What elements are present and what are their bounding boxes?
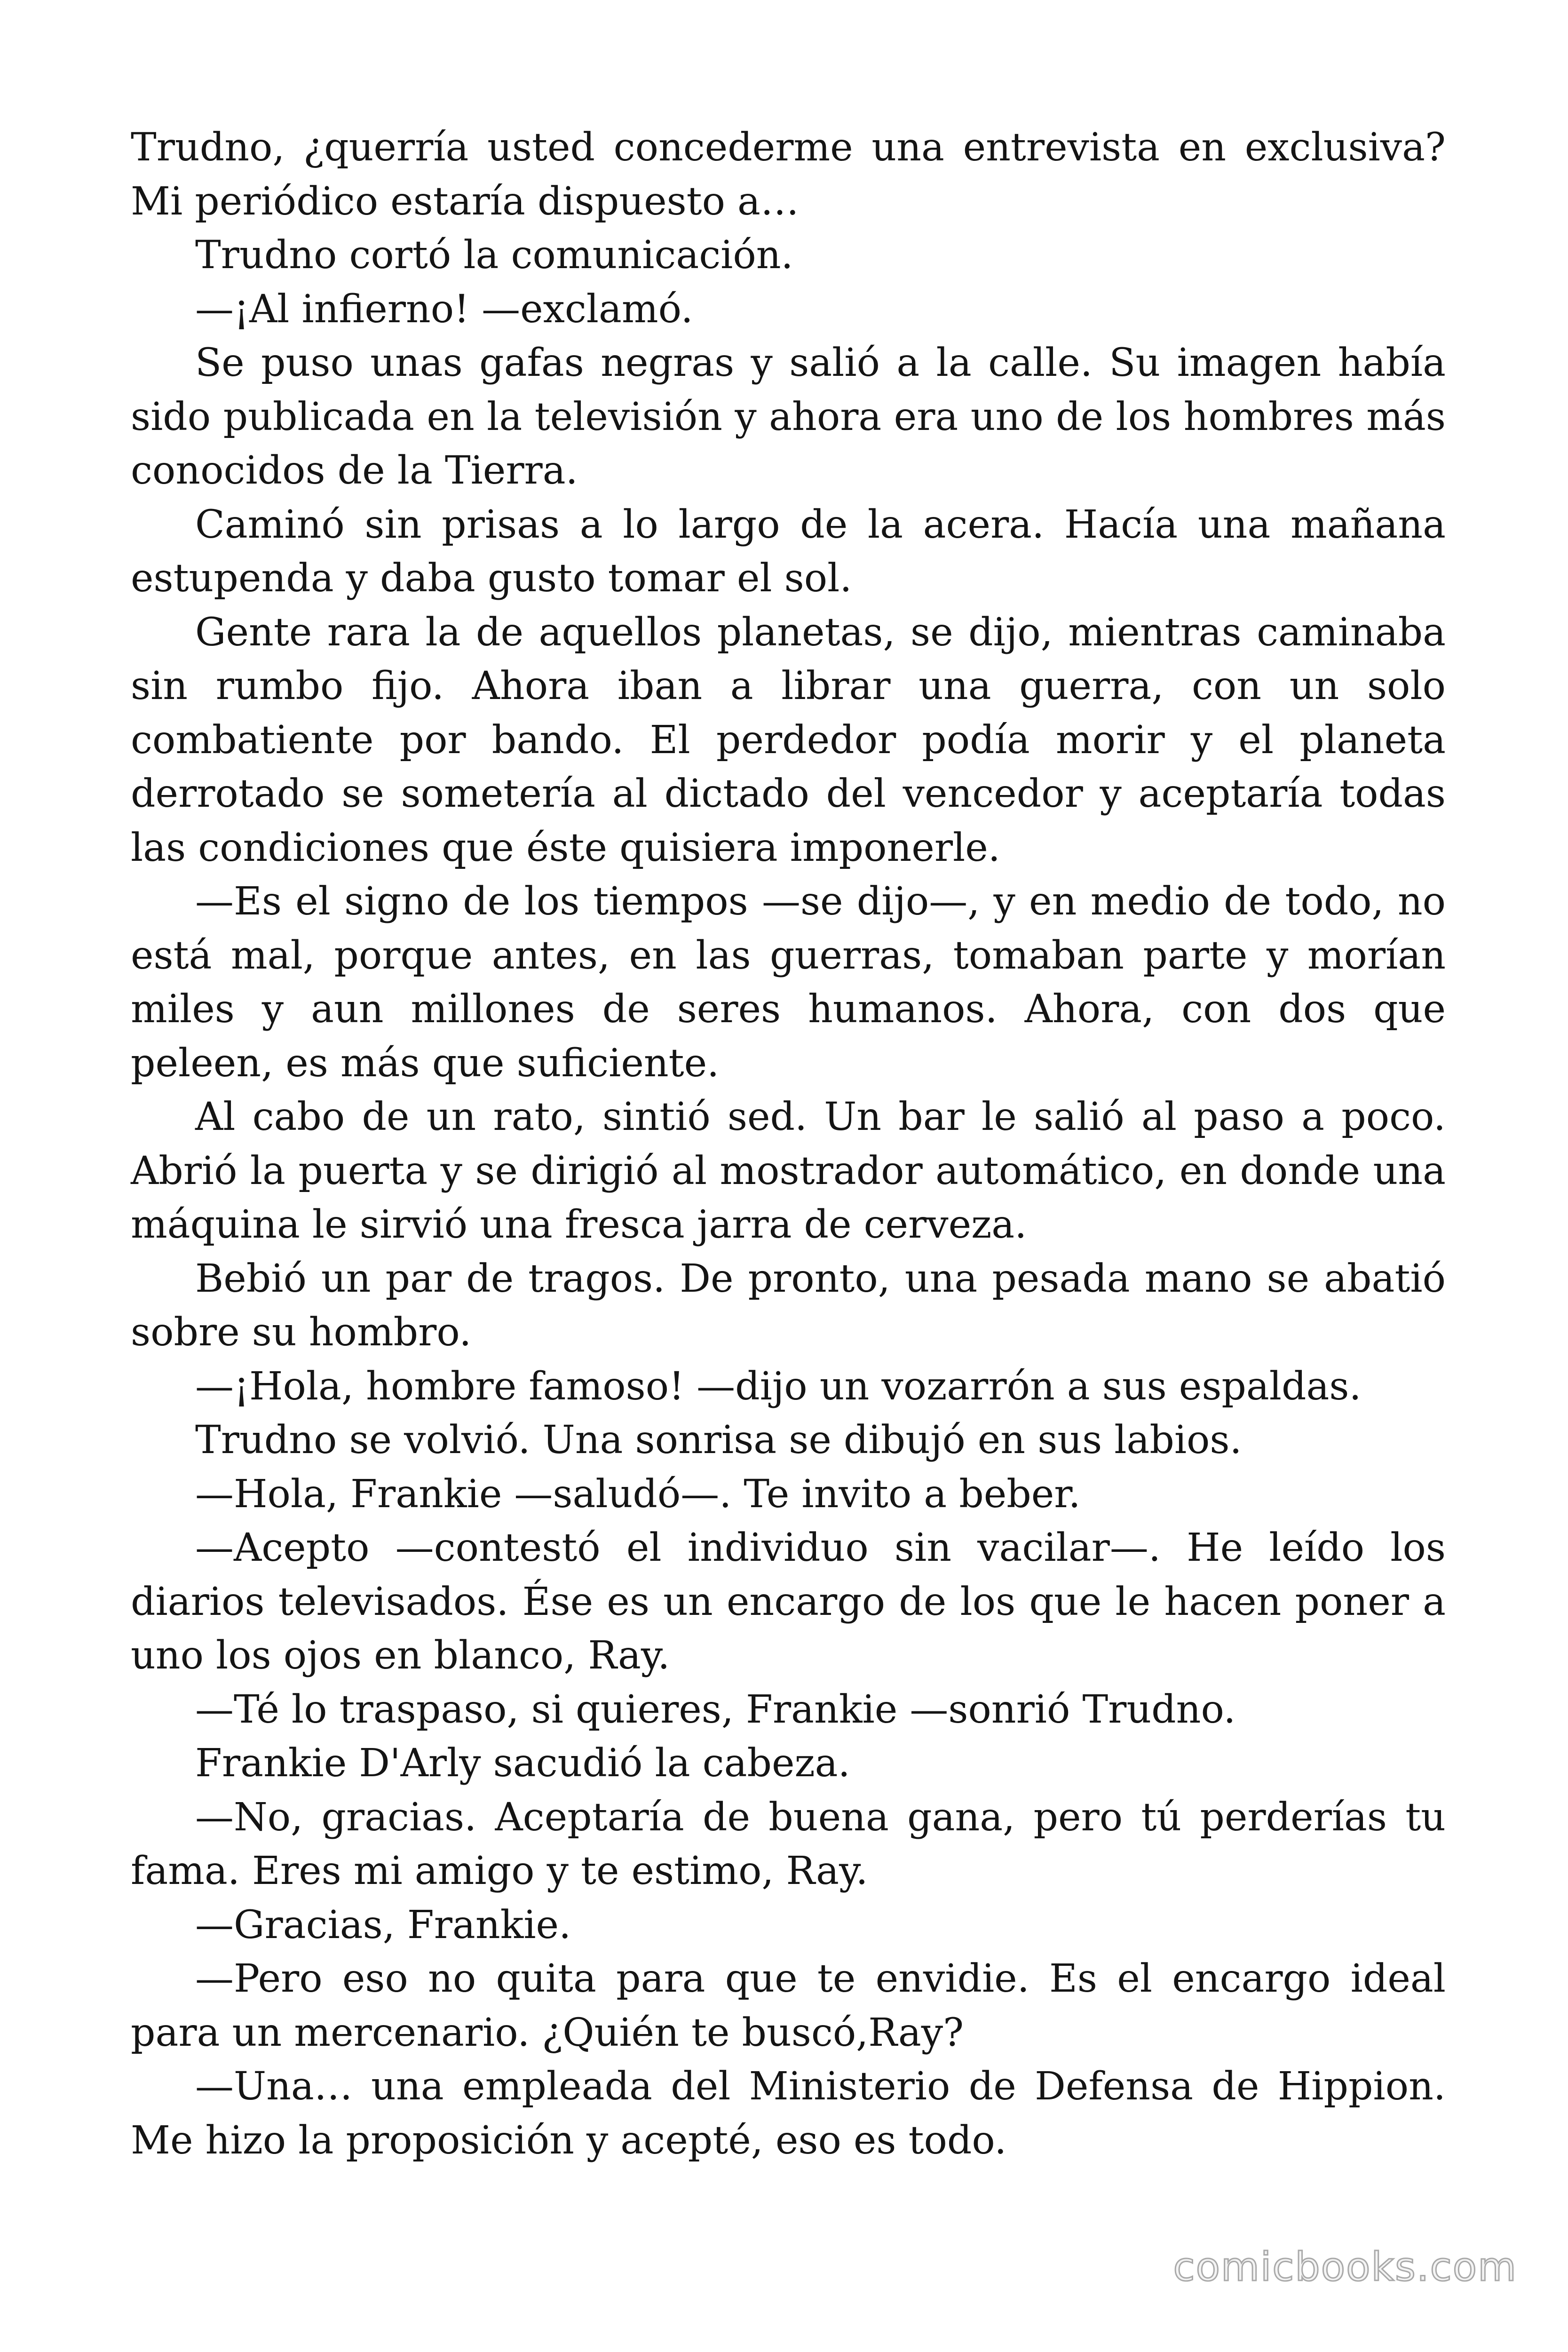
paragraph: Se puso unas gafas negras y salió a la calle. Su imagen había sido publicada en la televisión y ahora era uno de los hombres más conocidos de la Tierra. [131,341,1446,493]
paragraph: Al cabo de un rato, sintió sed. Un bar le salió al paso a poco. Abrió la puerta y se dirigió al mostrador automático, en donde una máquina le sirvió una fresca jarra de cerveza. [131,1095,1446,1247]
paragraph: Gente rara la de aquellos planetas, se dijo, mientras caminaba sin rumbo fijo. Ahora iban a librar una guerra, con un solo combatiente por bando. El perdedor podía morir y el planeta derrotado se sometería al dictado del vencedor y aceptaría todas las condiciones que éste quisiera imponerle. [131,610,1446,870]
paragraph: —¡Al infierno! —exclamó. [195,286,693,332]
watermark: comicbooks.com [1173,2244,1517,2290]
paragraph: —¡Hola, hombre famoso! —dijo un vozarrón a sus espaldas. [195,1364,1362,1409]
paragraph: Trudno cortó la comunicación. [195,233,793,278]
paragraph: —Té lo traspaso, si quieres, Frankie —sonrió Trudno. [195,1687,1236,1732]
paragraph: —No, gracias. Aceptaría de buena gana, pero tú perderías tu fama. Eres mi amigo y te estimo, Ray. [131,1795,1446,1893]
paragraph: Trudno, ¿querría usted concederme una entrevista en exclusiva? Mi periódico estaría dispuesto a… [131,125,1446,224]
page-body-text [131,121,1446,2168]
paragraph: —Pero eso no quita para que te envidie. Es el encargo ideal para un mercenario. ¿Quién te buscó,Ray? [131,1956,1446,2055]
paragraph: Frankie D'Arly sacudió la cabeza. [195,1741,850,1786]
paragraph: —Hola, Frankie —saludó—. Te invito a beber. [195,1471,1081,1517]
paragraph: —Gracias, Frankie. [195,1902,571,1947]
paragraph: —Acepto —contestó el individuo sin vacilar—. He leído los diarios televisados. Ése es un encargo de los que le hacen poner a uno los ojos en blanco, Ray. [131,1526,1446,1678]
paragraph: Trudno se volvió. Una sonrisa se dibujó en sus labios. [195,1418,1242,1462]
paragraph: —Es el signo de los tiempos —se dijo—, y en medio de todo, no está mal, porque antes, en las guerras, tomaban parte y morían miles y aun millones de seres humanos. Ahora, con dos que peleen, es más que suficiente. [131,879,1446,1086]
paragraph: Caminó sin prisas a lo largo de la acera. Hacía una mañana estupenda y daba gusto tomar el sol. [131,502,1446,601]
paragraph: Bebió un par de tragos. De pronto, una pesada mano se abatió sobre su hombro. [131,1256,1446,1355]
paragraph: —Una… una empleada del Ministerio de Defensa de Hippion. Me hizo la proposición y acepté, eso es todo. [131,2064,1446,2163]
